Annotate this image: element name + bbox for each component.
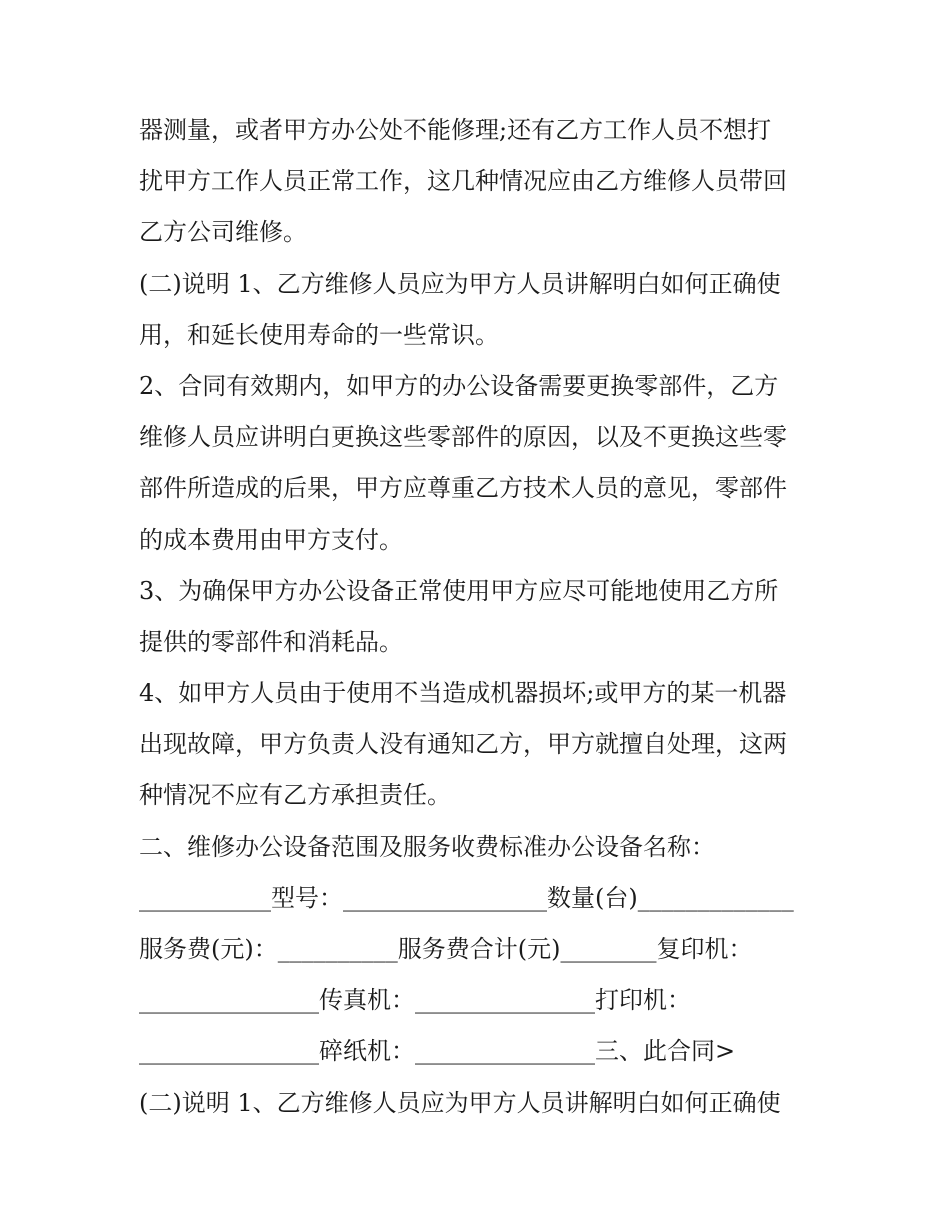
text-line: 扰甲方工作人员正常工作，这几种情况应由乙方维修人员带回 bbox=[139, 167, 787, 196]
text-line: (二)说明 1、乙方维修人员应为甲方人员讲解明白如何正确使 bbox=[139, 1088, 781, 1117]
text-line: 用，和延长使用寿命的一些常识。 bbox=[139, 320, 499, 349]
text-line: 维修人员应讲明白更换这些零部件的原因，以及不更换这些零 bbox=[139, 423, 787, 452]
text-line: 的成本费用由甲方支付。 bbox=[139, 525, 403, 554]
form-field-line: ___________型号：_________________数量(台)_____________ bbox=[139, 883, 794, 912]
form-field-line: 服务费(元)：__________服务费合计(元)________复印机： bbox=[139, 935, 753, 963]
text-line: 种情况不应有乙方承担责任。 bbox=[139, 781, 451, 810]
text-line: 3、为确保甲方办公设备正常使用甲方应尽可能地使用乙方所 bbox=[139, 576, 779, 605]
text-line: (二)说明 1、乙方维修人员应为甲方人员讲解明白如何正确使 bbox=[139, 269, 781, 298]
text-line: 乙方公司维修。 bbox=[139, 218, 307, 247]
text-line: 出现故障，甲方负责人没有通知乙方，甲方就擅自处理，这两 bbox=[139, 730, 787, 759]
text-line: 4、如甲方人员由于使用不当造成机器损坏;或甲方的某一机器 bbox=[139, 679, 787, 708]
text-line: 部件所造成的后果，甲方应尊重乙方技术人员的意见，零部件 bbox=[139, 474, 787, 503]
text-line: 器测量，或者甲方办公处不能修理;还有乙方工作人员不想打 bbox=[139, 116, 772, 144]
form-field-line: _______________碎纸机：_______________三、此合同> bbox=[139, 1037, 736, 1066]
form-field-line: _______________传真机：_______________打印机： bbox=[139, 986, 691, 1015]
section-heading: 二、维修办公设备范围及服务收费标准办公设备名称： bbox=[139, 832, 715, 861]
text-line: 2、合同有效期内，如甲方的办公设备需要更换零部件，乙方 bbox=[139, 371, 779, 400]
document-body bbox=[139, 108, 819, 1132]
text-line: 提供的零部件和消耗品。 bbox=[139, 627, 403, 656]
